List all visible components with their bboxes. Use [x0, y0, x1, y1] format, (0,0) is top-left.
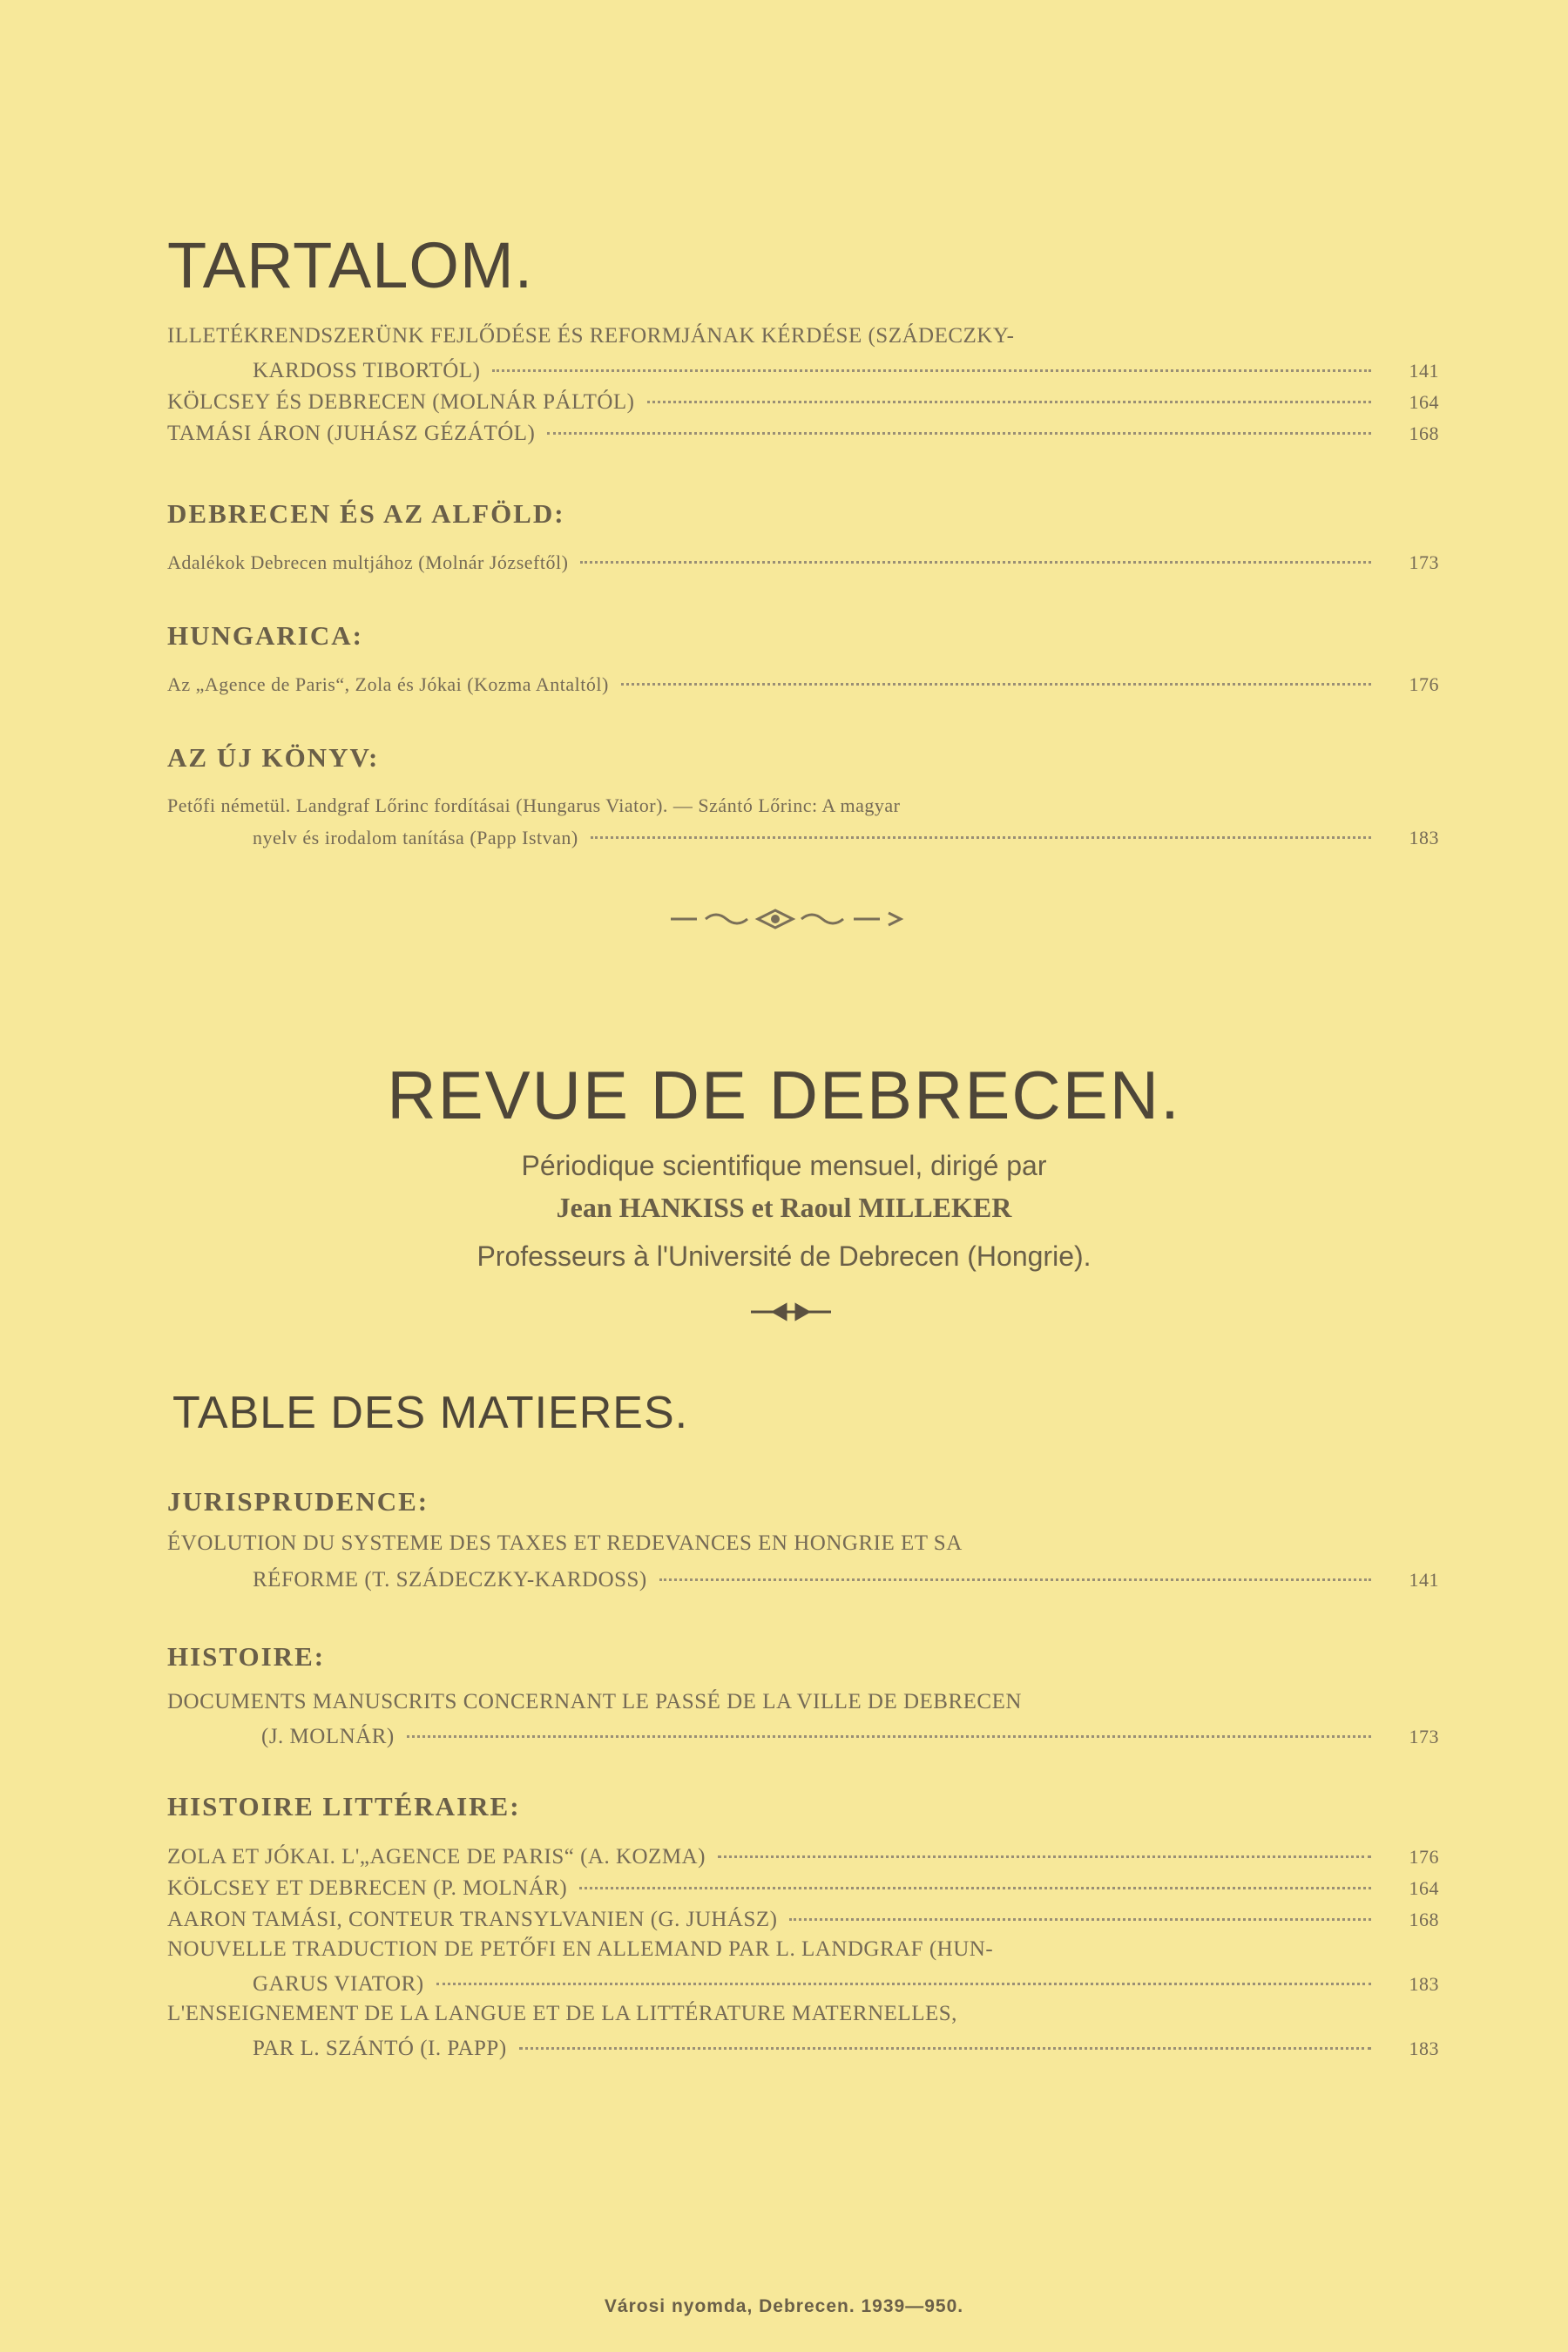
dot-leader — [579, 1887, 1371, 1889]
toc-entry — [253, 357, 1439, 386]
toc-entry — [167, 420, 1439, 449]
toc-entry — [167, 551, 1439, 576]
section-heading: HUNGARICA: — [167, 620, 363, 651]
page-number: 168 — [1409, 422, 1439, 444]
toc-entry-line: ILLETÉKRENDSZERÜNK FEJLŐDÉSE ÉS REFORMJÁNAK KÉRDÉSE (SZÁDECZKY- — [167, 324, 1015, 348]
page-number: 141 — [1409, 360, 1439, 382]
page-number: 173 — [1409, 1726, 1439, 1747]
toc-entry — [253, 1566, 1439, 1595]
dot-leader — [621, 683, 1371, 686]
page-number: 168 — [1409, 1909, 1439, 1930]
toc-entry-text: (J. MOLNÁR) — [261, 1725, 395, 1748]
revue-subtitle: Périodique scientifique mensuel, dirigé par — [521, 1150, 1047, 1181]
page-number: 183 — [1409, 2038, 1439, 2059]
dot-leader — [492, 369, 1371, 372]
section-heading: JURISPRUDENCE: — [167, 1486, 429, 1517]
toc-entry-text: AARON TAMÁSI, CONTEUR TRANSYLVANIEN (G. JUHÁSZ) — [167, 1908, 778, 1931]
printer-footer: Városi nyomda, Debrecen. 1939—950. — [604, 2296, 964, 2316]
toc-entry-text: ZOLA ET JÓKAI. L'„AGENCE DE PARIS“ (A. KOZMA) — [167, 1845, 706, 1869]
toc-entry — [167, 1906, 1439, 1935]
toc-entry — [167, 1875, 1439, 1903]
toc-entry-line: NOUVELLE TRADUCTION DE PETŐFI EN ALLEMAND PAR L. LANDGRAF (HUN- — [167, 1937, 994, 1961]
toc-entry — [167, 672, 1439, 698]
toc-entry — [167, 389, 1439, 417]
toc-entry — [253, 1970, 1439, 1999]
toc-entry-text: KÖLCSEY ET DEBRECEN (P. MOLNÁR) — [167, 1876, 568, 1900]
toc-entry-text: Az „Agence de Paris“, Zola és Jókai (Kozma Antaltól) — [167, 673, 609, 695]
page-number: 164 — [1409, 1877, 1439, 1899]
toc-entry-line: Petőfi németül. Landgraf Lőrinc fordításai (Hungarus Viator). — Szántó Lőrinc: A magyar — [167, 794, 901, 816]
revue-title: REVUE DE DEBRECEN. — [387, 1057, 1181, 1133]
page-number: 173 — [1409, 551, 1439, 573]
dot-leader — [580, 561, 1371, 564]
section-heading: HISTOIRE: — [167, 1641, 326, 1672]
page-number: 164 — [1409, 391, 1439, 413]
section-heading: DEBRECEN ÉS AZ ALFÖLD: — [167, 498, 565, 529]
toc-entry — [167, 1843, 1439, 1872]
toc-entry-text: KÖLCSEY ÉS DEBRECEN (MOLNÁR PÁLTÓL) — [167, 390, 635, 414]
toc-entry-text: GARUS VIATOR) — [253, 1972, 424, 1996]
toc-entry-text: TAMÁSI ÁRON (JUHÁSZ GÉZÁTÓL) — [167, 422, 536, 445]
tartalom-title: TARTALOM. — [167, 229, 534, 301]
toc-entry-text: RÉFORME (T. SZÁDECZKY-KARDOSS) — [253, 1568, 647, 1592]
dot-leader — [547, 432, 1371, 435]
page-number: 183 — [1409, 1973, 1439, 1995]
toc-entry — [261, 1723, 1439, 1752]
page-number: 176 — [1409, 673, 1439, 695]
dot-leader — [647, 401, 1372, 403]
toc-entry-line: ÉVOLUTION DU SYSTEME DES TAXES ET REDEVANCES EN HONGRIE ET SA — [167, 1531, 963, 1555]
table-des-matieres-title: TABLE DES MATIERES. — [172, 1388, 689, 1438]
toc-entry-text: nyelv és irodalom tanítása (Papp Istvan) — [253, 827, 578, 848]
toc-entry — [253, 826, 1439, 851]
toc-entry-text: Adalékok Debrecen multjához (Molnár Józseftől) — [167, 551, 569, 573]
ornament-divider-icon — [662, 904, 923, 934]
revue-editors: Jean HANKISS et Raoul MILLEKER — [556, 1192, 1012, 1223]
dot-leader — [407, 1735, 1371, 1738]
dot-leader — [718, 1855, 1371, 1858]
dot-leader — [519, 2047, 1371, 2050]
toc-entry-line: DOCUMENTS MANUSCRITS CONCERNANT LE PASSÉ DE LA VILLE DE DEBRECEN — [167, 1690, 1022, 1713]
page-number: 141 — [1409, 1569, 1439, 1591]
revue-affiliation: Professeurs à l'Université de Debrecen (Hongrie). — [476, 1240, 1092, 1272]
toc-entry-line: L'ENSEIGNEMENT DE LA LANGUE ET DE LA LITTÉRATURE MATERNELLES, — [167, 2002, 957, 2025]
dot-leader — [789, 1918, 1371, 1921]
arrow-ornament-icon — [747, 1301, 835, 1322]
toc-entry — [253, 2035, 1439, 2064]
page-number: 183 — [1409, 827, 1439, 848]
toc-entry-text: PAR L. SZÁNTÓ (I. PAPP) — [253, 2037, 507, 2060]
page-number: 176 — [1409, 1846, 1439, 1868]
dot-leader — [591, 836, 1371, 839]
section-heading: HISTOIRE LITTÉRAIRE: — [167, 1791, 521, 1821]
section-heading: AZ ÚJ KÖNYV: — [167, 742, 380, 773]
toc-entry-text: KARDOSS TIBORTÓL) — [253, 359, 481, 382]
dot-leader — [436, 1983, 1371, 1985]
dot-leader — [659, 1578, 1371, 1581]
